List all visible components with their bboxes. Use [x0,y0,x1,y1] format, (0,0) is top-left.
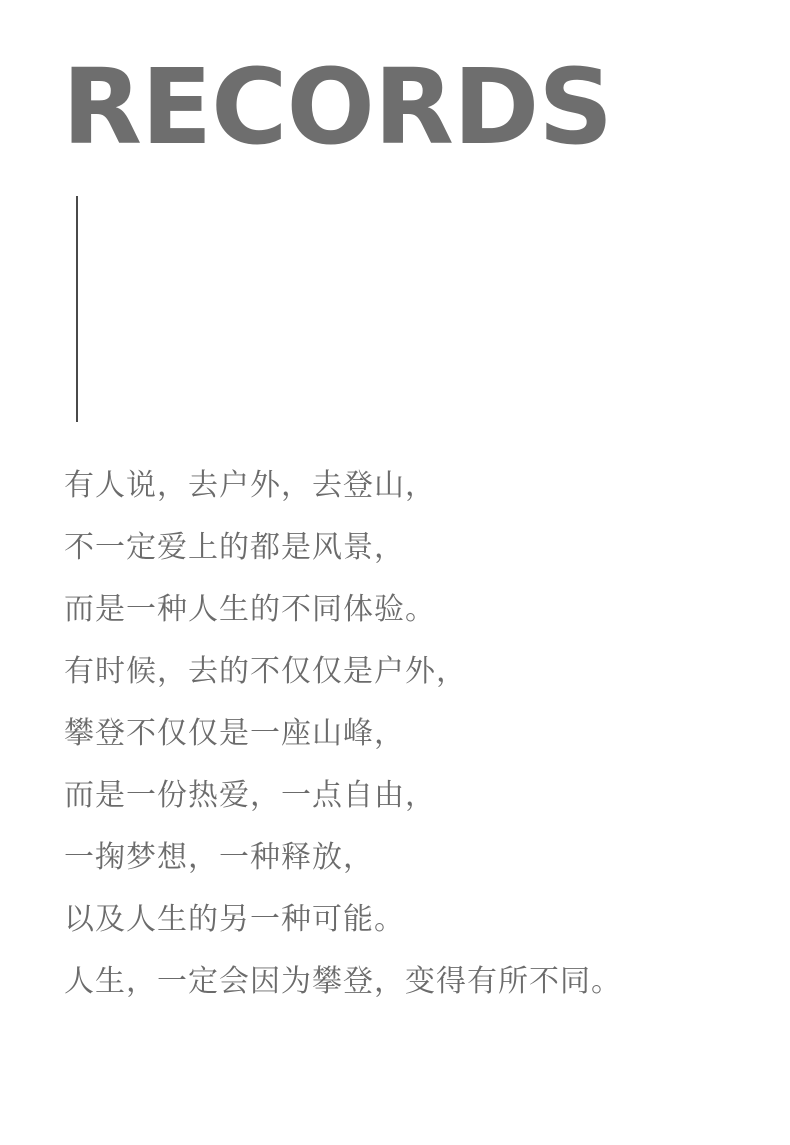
poem-line: 而是一份热爱，一点自由， [64,778,436,813]
poem-line: 以及人生的另一种可能。 [64,902,405,937]
poem-line: 人生，一定会因为攀登，变得有所不同。 [64,964,622,999]
poem-line: 有人说，去户外，去登山， [64,468,436,503]
poem-line: 不一定爱上的都是风景， [64,530,405,565]
poem-line: 攀登不仅仅是一座山峰， [64,716,405,751]
poem-body [64,455,744,1013]
vertical-divider [76,196,78,422]
poem-line: 一掬梦想，一种释放， [64,840,374,875]
page-title: RECORDS [62,46,613,168]
poem-line: 而是一种人生的不同体验。 [64,592,436,627]
poem-line: 有时候，去的不仅仅是户外， [64,654,467,689]
